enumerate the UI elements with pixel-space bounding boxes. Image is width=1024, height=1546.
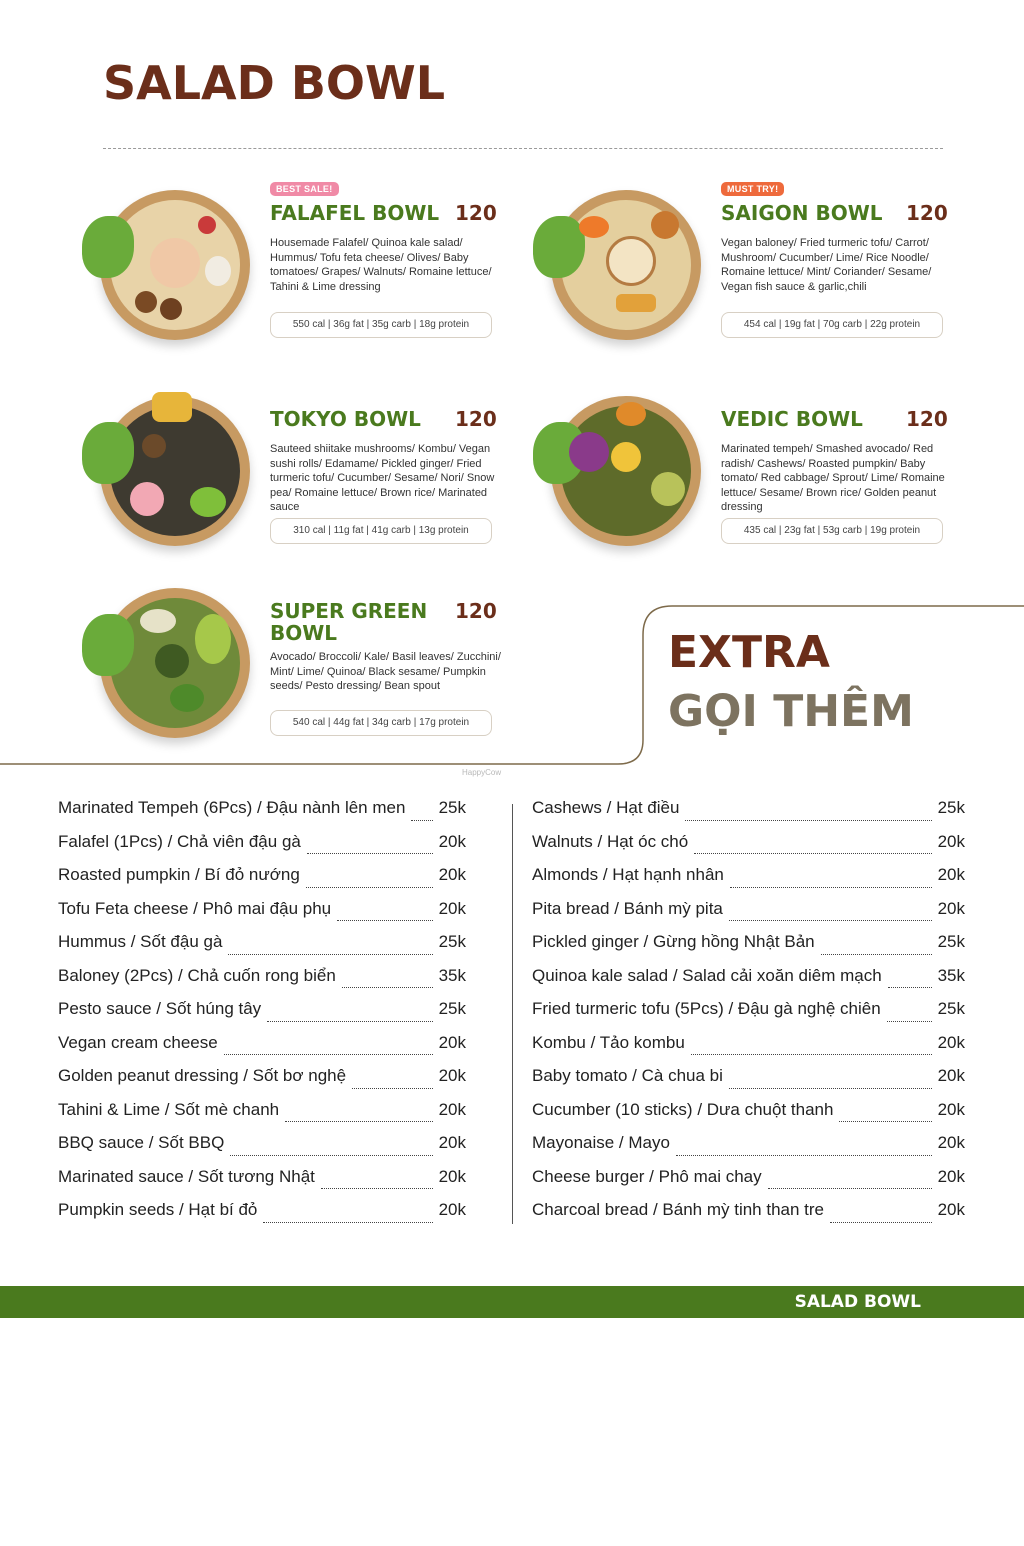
footer-bar [0,1286,1024,1318]
dot-leader [411,819,432,821]
extra-item-name: Roasted pumpkin / Bí đỏ nướng [58,865,300,884]
bowl-description: Marinated tempeh/ Smashed avocado/ Red radish/ Cashews/ Roasted pumpkin/ Baby tomato/ Red cabbage/ Sprout/ Lime/ Romaine lettuce/ Sesame/ Brown rice/ Golden peanut dressing [721,443,945,513]
dot-leader [342,986,433,988]
extra-item-price: 20k [937,1133,965,1152]
bowl-card-saigon [531,186,991,356]
extra-item-row [532,999,965,1033]
dot-leader [730,886,932,888]
dot-leader [830,1221,932,1223]
extra-item-name: Baloney (2Pcs) / Chả cuốn rong biển [58,965,336,985]
nutrition-pill: 454 cal | 19g fat | 70g carb | 22g protein [721,312,943,338]
bowl-card-vedic [531,392,991,562]
extra-item-price: 20k [438,1166,466,1186]
happycow-watermark: HappyCow [462,768,502,777]
nutrition-pill: 540 cal | 44g fat | 34g carb | 17g protein [270,710,492,736]
dot-leader [694,852,931,854]
extra-item-price: 20k [937,1066,965,1085]
extra-item-price: 20k [438,831,466,851]
dot-leader [676,1154,932,1156]
extra-item-row [58,798,466,832]
extra-item-row [58,1033,466,1067]
extra-item-row [532,899,965,933]
extra-item-price: 20k [438,1133,466,1152]
extra-item-row [58,899,466,933]
extra-item-name: Cheese burger / Phô mai chay [532,1166,762,1186]
extra-item-name: Mayonaise / Mayo [532,1133,670,1152]
dot-leader [337,919,432,921]
vedic-bowl-image [531,392,701,552]
extra-item-name: Fried turmeric tofu (5Pcs) / Đậu gà nghệ chiên [532,999,881,1018]
saigon-bowl-image [531,186,701,346]
bowl-name: TOKYO BOWL [270,407,421,431]
nutrition-pill: 550 cal | 36g fat | 35g carb | 18g protein [270,312,492,338]
bowl-card-falafel [80,186,540,356]
extra-item-name: Hummus / Sốt đậu gà [58,932,223,951]
extra-item-row [532,865,965,899]
extra-item-price: 25k [438,798,466,817]
extra-item-name: Marinated Tempeh (6Pcs) / Đậu nành lên men [58,798,406,817]
dot-leader [228,953,432,955]
footer-label: SALAD BOWL [794,1292,921,1312]
extra-section-frame [0,605,1024,765]
extra-item-row [58,832,466,866]
extra-item-row [532,1066,965,1100]
extra-item-name: Walnuts / Hạt óc chó [532,831,689,851]
bowl-description: Avocado/ Broccoli/ Kale/ Basil leaves/ Zucchini/ Mint/ Lime/ Quinoa/ Black sesame/ Pumpkin seeds/ Pesto dressing/ Bean spout [270,651,501,692]
extra-item-price: 20k [438,1066,466,1085]
extra-item-price: 20k [937,1166,965,1186]
extra-item-row [532,1100,965,1134]
extra-item-row [58,1167,466,1201]
extra-item-row [532,966,965,1000]
dot-leader [839,1120,931,1122]
extra-item-name: Marinated sauce / Sốt tương Nhật [58,1166,315,1186]
extra-item-price: 25k [438,999,466,1018]
must-try-badge: MUST TRY! [721,182,784,196]
tokyo-bowl-image [80,392,250,552]
dot-leader [267,1020,432,1022]
dot-leader [224,1053,433,1055]
extra-item-price: 35k [438,965,466,985]
extra-item-price: 20k [937,1032,965,1052]
bowl-price: 120 [455,599,497,623]
extra-item-price: 20k [438,1032,466,1052]
extra-item-name: Falafel (1Pcs) / Chả viên đậu gà [58,831,301,851]
extra-item-name: Golden peanut dressing / Sốt bơ nghệ [58,1066,347,1085]
bowl-name: VEDIC BOWL [721,407,863,431]
bowl-name: SUPER GREEN BOWL [270,599,428,645]
extra-item-name: Pita bread / Bánh mỳ pita [532,898,723,918]
extra-item-name: BBQ sauce / Sốt BBQ [58,1133,225,1152]
dot-leader [307,852,433,854]
bowl-card-tokyo [80,392,540,562]
dot-leader [887,1020,932,1022]
extra-item-name: Pumpkin seeds / Hạt bí đỏ [58,1200,258,1219]
dot-leader [768,1187,932,1189]
extra-item-row [58,1200,466,1234]
extra-item-row [58,1100,466,1134]
extras-list-left [58,798,466,1234]
extra-item-price: 25k [438,932,466,951]
falafel-bowl-image [80,186,250,346]
extra-item-price: 25k [937,999,965,1018]
bowl-name: SAIGON BOWL [721,201,883,225]
extra-item-name: Cashews / Hạt điều [532,798,680,817]
bowl-description: Housemade Falafel/ Quinoa kale salad/ Hummus/ Tofu feta cheese/ Olives/ Baby tomatoes/ Grapes/ Walnuts/ Romaine lettuce/ Tahini & Lime dressing [270,237,492,293]
dot-leader [285,1120,432,1122]
extra-item-name: Vegan cream cheese [58,1032,218,1052]
nutrition-pill: 435 cal | 23g fat | 53g carb | 19g protein [721,518,943,544]
extra-item-name: Tofu Feta cheese / Phô mai đậu phụ [58,898,332,918]
column-divider [512,804,513,1224]
extra-item-price: 20k [438,1099,466,1119]
extra-item-name: Quinoa kale salad / Salad cải xoăn diêm mạch [532,965,882,985]
extras-list-right [532,798,965,1234]
extra-item-price: 20k [937,831,965,851]
bowl-price: 120 [906,407,948,431]
extra-item-row [532,1167,965,1201]
nutrition-pill: 310 cal | 11g fat | 41g carb | 13g protein [270,518,492,544]
extra-item-row [58,865,466,899]
extra-item-price: 25k [937,932,965,951]
extra-item-row [532,1133,965,1167]
dashed-divider [103,148,943,149]
dot-leader [691,1053,932,1055]
extra-item-row [532,832,965,866]
extra-item-name: Pesto sauce / Sốt húng tây [58,999,262,1018]
dot-leader [230,1154,432,1156]
extra-item-row [58,932,466,966]
dot-leader [729,1087,932,1089]
extra-item-price: 25k [937,798,965,817]
extra-item-name: Kombu / Tảo kombu [532,1032,685,1052]
bowl-price: 120 [906,201,948,225]
dot-leader [321,1187,433,1189]
bowl-price: 120 [455,407,497,431]
extra-item-row [58,1133,466,1167]
extra-item-row [532,932,965,966]
extra-item-price: 35k [937,965,965,985]
dot-leader [729,919,932,921]
extra-item-row [532,1033,965,1067]
extra-item-row [58,966,466,1000]
extra-item-row [532,798,965,832]
extra-item-price: 20k [937,1099,965,1119]
bowl-name: FALAFEL BOWL [270,201,440,225]
extra-subtitle: GỌI THÊM [668,686,914,737]
dot-leader [685,819,931,821]
extra-item-price: 20k [937,865,965,884]
extra-item-name: Pickled ginger / Gừng hồng Nhật Bản [532,932,815,951]
extra-item-row [532,1200,965,1234]
extra-item-price: 20k [937,1200,965,1219]
best-sale-badge: BEST SALE! [270,182,339,196]
extra-title: EXTRA [668,627,830,678]
extra-item-row [58,1066,466,1100]
extra-item-name: Cucumber (10 sticks) / Dưa chuột thanh [532,1099,834,1119]
dot-leader [263,1221,432,1223]
dot-leader [888,986,932,988]
page-title: SALAD BOWL [103,56,446,110]
bowl-description: Vegan baloney/ Fried turmeric tofu/ Carrot/ Mushroom/ Cucumber/ Lime/ Rice Noodle/ Romaine lettuce/ Mint/ Coriander/ Sesame/ Vegan fish sauce & garlic,chili [721,237,932,293]
dot-leader [821,953,932,955]
extra-item-name: Almonds / Hạt hạnh nhân [532,865,724,884]
extra-item-name: Tahini & Lime / Sốt mè chanh [58,1099,280,1119]
extra-item-name: Baby tomato / Cà chua bi [532,1066,723,1085]
extra-item-name: Charcoal bread / Bánh mỳ tinh than tre [532,1200,824,1219]
bowl-description: Sauteed shiitake mushrooms/ Kombu/ Vegan sushi rolls/ Edamame/ Pickled ginger/ Fried turmeric tofu/ Cucumber/ Sesame/ Nori/ Snow pea/ Romaine lettuce/ Brown rice/ Marinated sauce [270,443,495,513]
bowl-price: 120 [455,201,497,225]
extra-item-price: 20k [937,898,965,918]
extra-item-price: 20k [438,865,466,884]
extra-item-price: 20k [438,898,466,918]
extra-item-price: 20k [438,1200,466,1219]
dot-leader [352,1087,433,1089]
dot-leader [306,886,433,888]
extra-item-row [58,999,466,1033]
